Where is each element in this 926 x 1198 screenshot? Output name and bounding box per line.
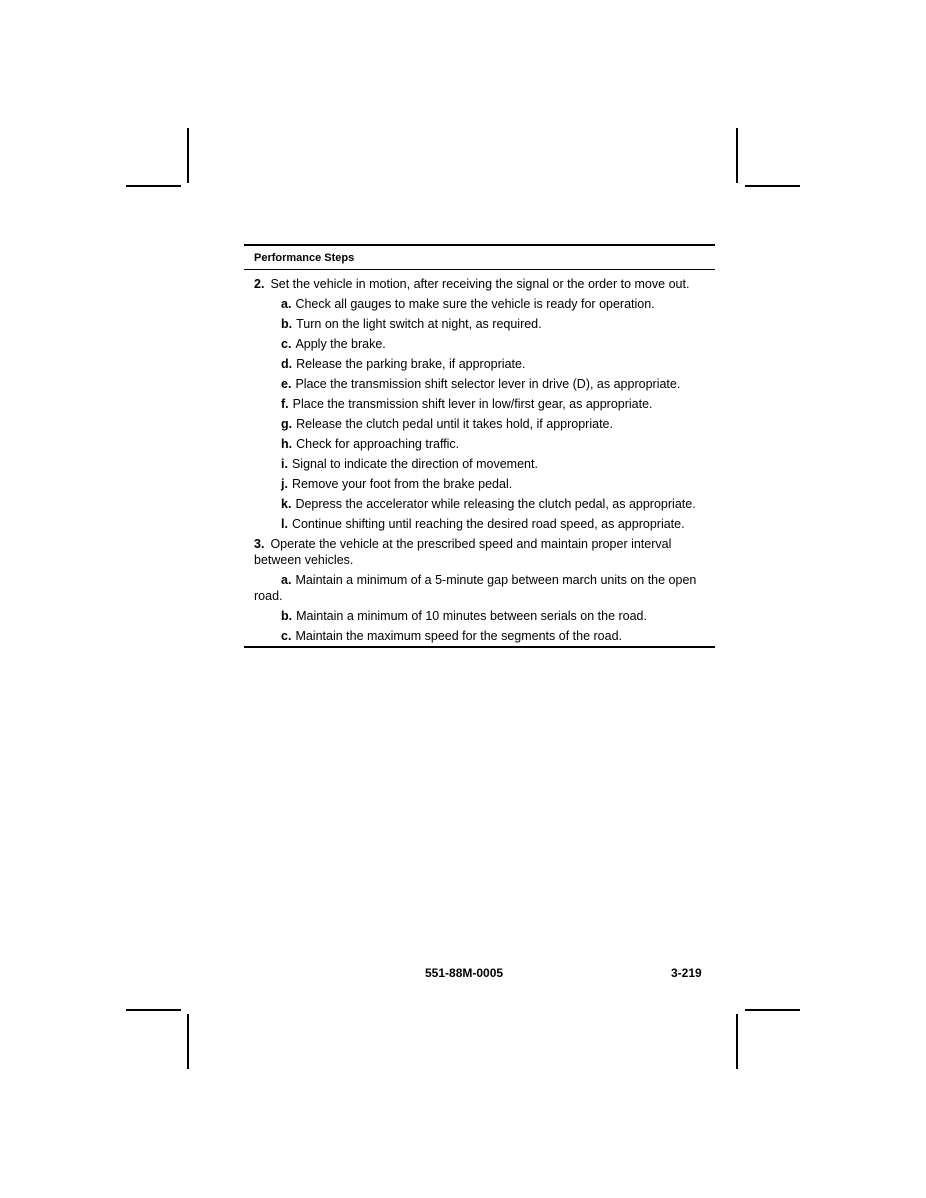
step-number: 2. bbox=[254, 277, 265, 291]
substep-text: Check all gauges to make sure the vehicle is ready for operation. bbox=[295, 297, 655, 311]
substep-letter: k. bbox=[281, 497, 292, 511]
substep-text: Place the transmission shift lever in low/first gear, as appropriate. bbox=[292, 397, 653, 411]
substep-text: Signal to indicate the direction of movement. bbox=[291, 457, 538, 471]
substep-text: Turn on the light switch at night, as required. bbox=[296, 317, 542, 331]
substep bbox=[254, 608, 707, 624]
substep-text: Place the transmission shift selector lever in drive (D), as appropriate. bbox=[295, 377, 681, 391]
step-text: Operate the vehicle at the prescribed speed and maintain proper interval between vehicles. bbox=[254, 537, 672, 567]
substep bbox=[254, 628, 707, 646]
substep-text: Maintain the maximum speed for the segments of the road. bbox=[295, 629, 622, 643]
crop-mark-top-right-horizontal bbox=[745, 185, 800, 187]
crop-mark-bottom-left-vertical bbox=[187, 1014, 189, 1069]
substep-letter: d. bbox=[281, 357, 293, 371]
substep-letter: j. bbox=[281, 477, 288, 491]
substep bbox=[254, 356, 707, 372]
substep-letter: e. bbox=[281, 377, 292, 391]
substep bbox=[254, 376, 707, 392]
substep bbox=[254, 516, 707, 532]
substep-text: Remove your foot from the brake pedal. bbox=[291, 477, 513, 491]
step bbox=[254, 536, 707, 568]
step bbox=[254, 276, 707, 292]
substep bbox=[254, 416, 707, 432]
substep-text: Apply the brake. bbox=[295, 337, 386, 351]
crop-mark-top-left-horizontal bbox=[126, 185, 181, 187]
substep bbox=[254, 572, 707, 604]
substep-letter: c. bbox=[281, 629, 292, 643]
substep-letter: f. bbox=[281, 397, 289, 411]
substep-text: Check for approaching traffic. bbox=[296, 437, 460, 451]
crop-mark-top-left-vertical bbox=[187, 128, 189, 183]
step-number: 3. bbox=[254, 537, 265, 551]
substep-text: Depress the accelerator while releasing the clutch pedal, as appropriate. bbox=[295, 497, 696, 511]
crop-mark-bottom-left-horizontal bbox=[126, 1009, 181, 1011]
substep bbox=[254, 496, 707, 512]
substep-letter: l. bbox=[281, 517, 288, 531]
substep-letter: h. bbox=[281, 437, 293, 451]
crop-mark-bottom-right-vertical bbox=[736, 1014, 738, 1069]
crop-mark-top-right-vertical bbox=[736, 128, 738, 183]
substep-letter: b. bbox=[281, 609, 293, 623]
crop-mark-bottom-right-horizontal bbox=[745, 1009, 800, 1011]
substep-text: Release the clutch pedal until it takes hold, if appropriate. bbox=[296, 417, 613, 431]
substep bbox=[254, 436, 707, 452]
substep bbox=[254, 476, 707, 492]
performance-steps-table bbox=[244, 244, 715, 648]
substep bbox=[254, 336, 707, 352]
substep-letter: c. bbox=[281, 337, 292, 351]
substep-letter: b. bbox=[281, 317, 293, 331]
step-text: Set the vehicle in motion, after receiving the signal or the order to move out. bbox=[270, 277, 690, 291]
substep bbox=[254, 396, 707, 412]
table-header: Performance Steps bbox=[244, 246, 715, 270]
page-number: 3-219 bbox=[671, 966, 702, 980]
substep bbox=[254, 456, 707, 472]
substep-letter: a. bbox=[281, 297, 292, 311]
substep-text: Continue shifting until reaching the desired road speed, as appropriate. bbox=[291, 517, 685, 531]
substep bbox=[254, 316, 707, 332]
doc-number: 551-88M-0005 bbox=[425, 966, 504, 980]
substep-letter: a. bbox=[281, 573, 292, 587]
table-body bbox=[244, 270, 715, 648]
substep-text: Maintain a minimum of 10 minutes between serials on the road. bbox=[296, 609, 647, 623]
substep-letter: i. bbox=[281, 457, 288, 471]
substep-text: Maintain a minimum of a 5-minute gap between march units on the open road. bbox=[254, 573, 697, 603]
substep bbox=[254, 296, 707, 312]
substep-text: Release the parking brake, if appropriate. bbox=[296, 357, 526, 371]
substep-letter: g. bbox=[281, 417, 293, 431]
